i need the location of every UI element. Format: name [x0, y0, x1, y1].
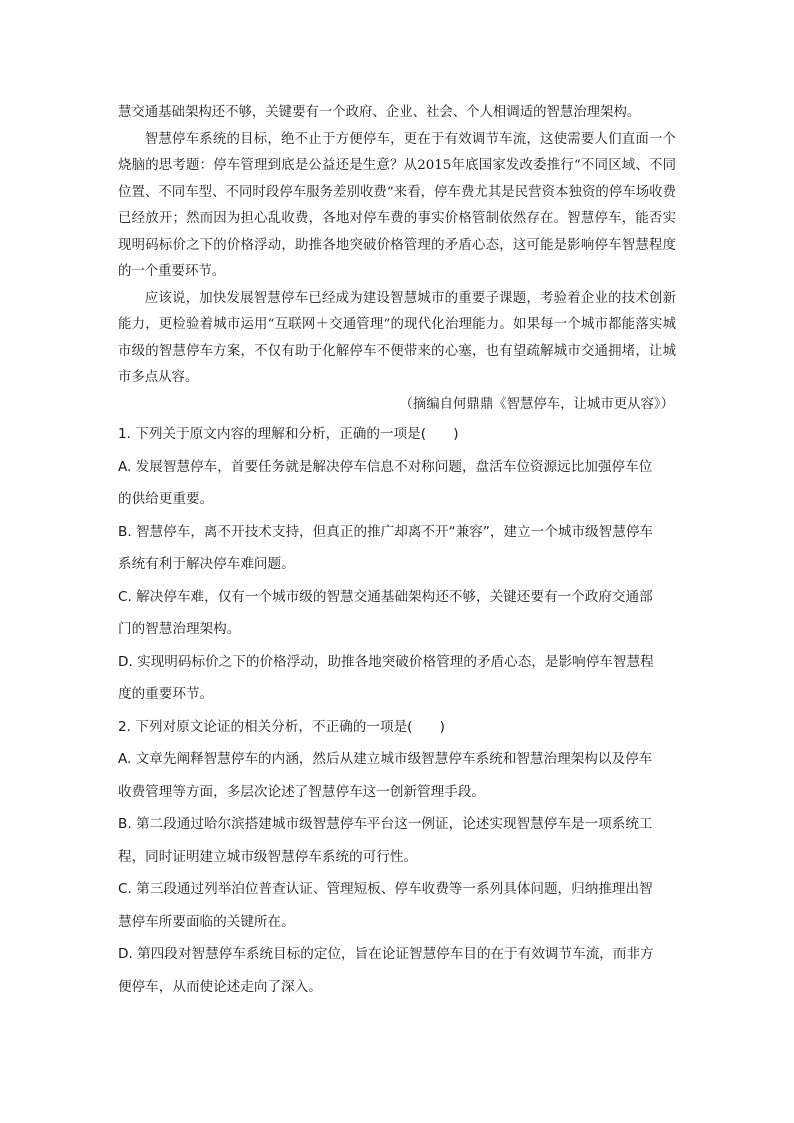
- option-text: B. 智慧停车，离不开技术支持，但真正的推广却离不开“兼容”，建立一个城市级智慧停车: [118, 523, 654, 540]
- option-d: [118, 646, 676, 711]
- option-b: [118, 808, 676, 873]
- passage-paragraph-1: 慧交通基础架构还不够，关键要有一个政府、企业、社会、个人相调适的智慧治理架构。: [118, 105, 641, 120]
- option-b: [118, 516, 676, 581]
- reading-passage: [118, 100, 676, 418]
- option-text-continued: 的供给更重要。: [118, 491, 214, 507]
- passage-paragraph-3: 应该说，加快发展智慧停车已经成为建设智慧城市的重要子课题，考验着企业的技术创新能力，更检验着城市运用“互联网＋交通管理”的现代化治理能力。如果每一个城市都能落实城市级的智慧停车方案，不仅有助于化解停车不便带来的心塞，也有望疏解城市交通拥堵，让城市多点从容。: [118, 290, 676, 385]
- option-c: [118, 581, 676, 646]
- question-2: [118, 711, 676, 1004]
- option-text: A. 发展智慧停车，首要任务就是解决停车信息不对称问题，盘活车位资源远比加强停车位: [118, 458, 653, 475]
- option-text-continued: 度的重要环节。: [118, 686, 214, 702]
- option-a: [118, 451, 676, 516]
- question-stem: 1. 下列关于原文内容的理解和分析，正确的一项是( ): [118, 426, 459, 442]
- option-text-continued: 便停车，从而使论述走向了深入。: [118, 978, 322, 995]
- option-text: A. 文章先阐释智慧停车的内涵，然后从建立城市级智慧停车系统和智慧治理架构以及停车: [118, 751, 653, 767]
- option-text-continued: 系统有利于解决停车难问题。: [118, 556, 295, 572]
- option-d: [118, 938, 676, 1003]
- option-text: D. 第四段对智慧停车系统目标的定位，旨在论证智慧停车目的在于有效调节车流，而非方: [118, 946, 654, 962]
- option-text-continued: 门的智慧治理架构。: [118, 621, 241, 637]
- page-content: [118, 100, 676, 1003]
- option-text: C. 解决停车难，仅有一个城市级的智慧交通基础架构还不够，关键还要有一个政府交通部: [118, 588, 653, 605]
- option-text-continued: 程，同时证明建立城市级智慧停车系统的可行性。: [118, 848, 418, 865]
- question-list: [118, 418, 676, 1003]
- option-text: B. 第二段通过哈尔滨搭建城市级智慧停车平台这一例证，论述实现智慧停车是一项系统工: [118, 816, 653, 832]
- option-text-continued: 收费管理等方面，多层次论述了智慧停车这一创新管理手段。: [118, 783, 486, 800]
- option-a: [118, 743, 676, 808]
- option-text: C. 第三段通过列举泊位普查认证、管理短板、停车收费等一系列具体问题，归纳推理出智: [118, 881, 653, 897]
- question-1: [118, 418, 676, 711]
- question-stem: 2. 下列对原文论证的相关分析，不正确的一项是( ): [118, 718, 445, 735]
- option-text: D. 实现明码标价之下的价格浮动，助推各地突破价格管理的矛盾心态，是影响停车智慧程: [118, 653, 654, 670]
- passage-paragraph-2: 智慧停车系统的目标，绝不止于方便停车，更在于有效调节车流，这使需要人们直面一个烧脑的思考题：停车管理到底是公益还是生意？从2015年底国家发改委推行“不同区域、不同位置、不同车型、不同时段停车服务差别收费”来看，停车费尤其是民营资本独资的停车场收费已经放开；然而因为担心乱收费，各地对停车费的事实价格管制依然存在。智慧停车，能否实现明码标价之下的价格浮动，助推各地突破价格管理的矛盾心态，这可能是影响停车智慧程度的一个重要环节。: [118, 131, 676, 279]
- passage-source: （摘编自何鼎鼎《智慧停车，让城市更从容》）: [399, 396, 674, 412]
- option-text-continued: 慧停车所要面临的关键所在。: [118, 913, 295, 930]
- option-c: [118, 873, 676, 938]
